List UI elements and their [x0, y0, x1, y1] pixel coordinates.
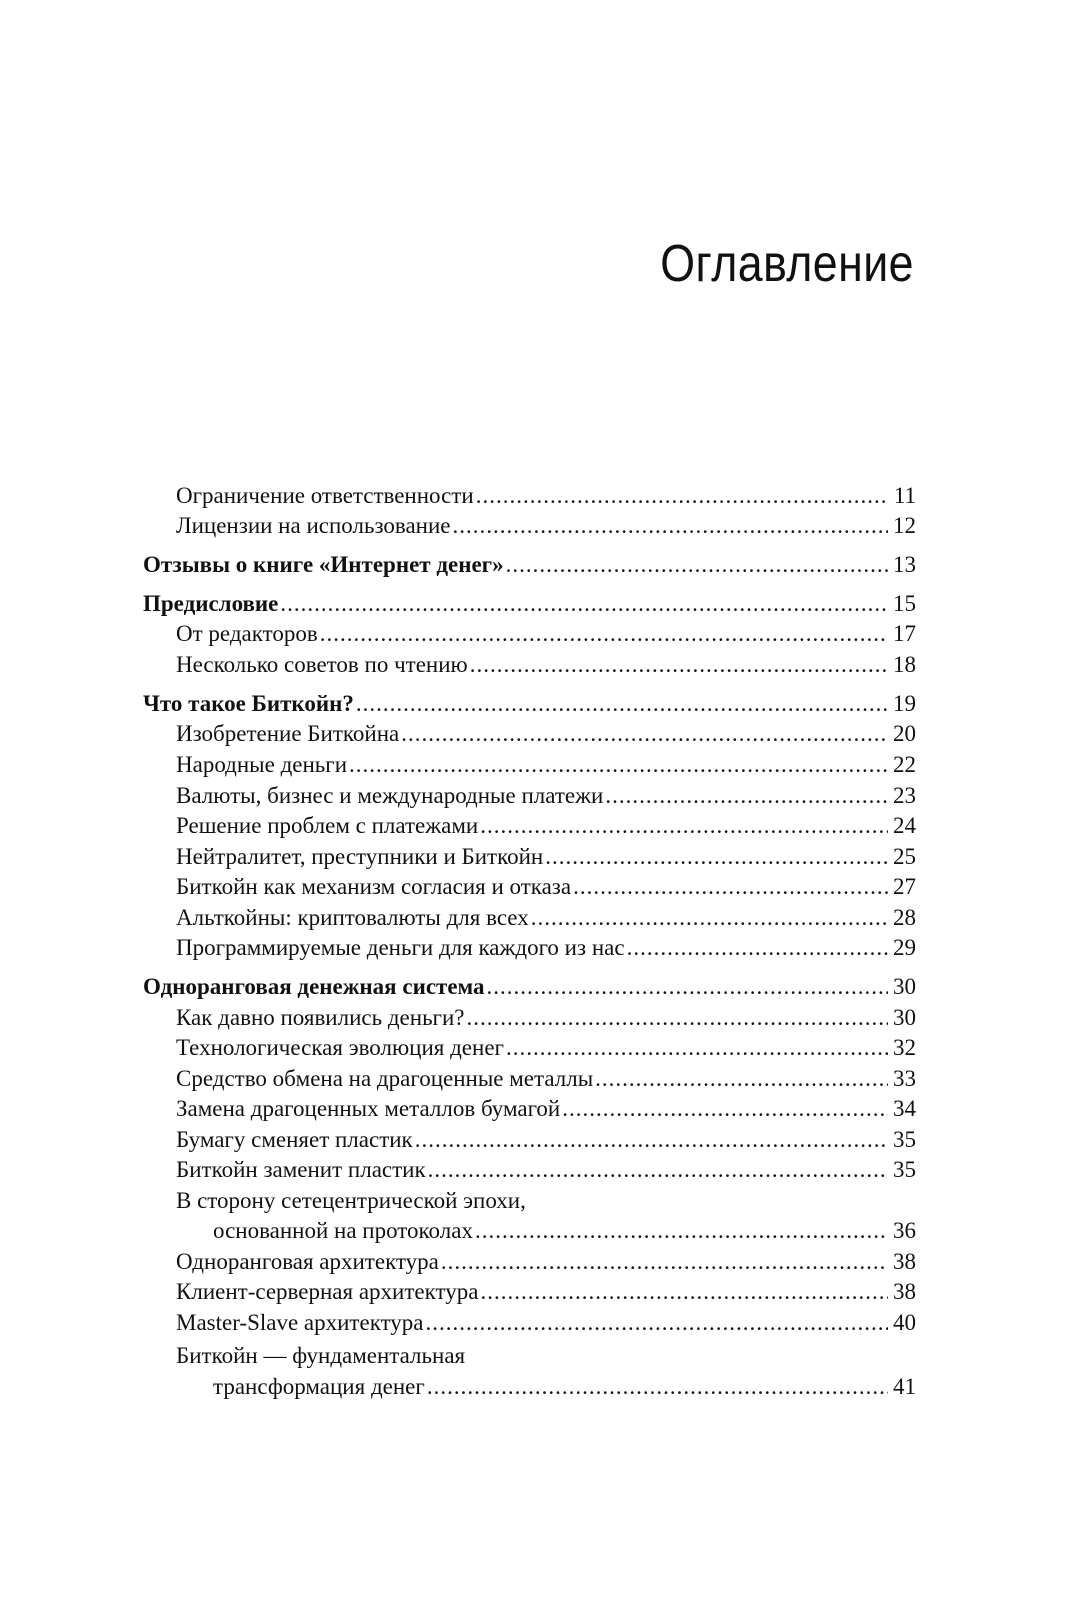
toc-page-number: 19: [893, 691, 916, 716]
toc-page-number: 29: [893, 935, 916, 960]
toc-entry-title-continuation: основанной на протоколах: [213, 1218, 473, 1243]
toc-entry-network-era[interactable]: [176, 1186, 916, 1216]
toc-page-number: 24: [893, 813, 916, 838]
toc-page-number: 38: [893, 1249, 916, 1274]
toc-entry-neutrality[interactable]: [176, 842, 916, 872]
dot-leader: [605, 781, 888, 811]
toc-page-number: 27: [893, 874, 916, 899]
toc-entry-title: Биткойн как механизм согласия и отказа: [176, 874, 572, 899]
toc-entry-title: Клиент-серверная архитектура: [176, 1279, 479, 1304]
toc-entry-title: Изобретение Биткойна: [176, 721, 400, 746]
toc-entry-title: Технологическая эволюция денег: [176, 1035, 504, 1060]
dot-leader: [320, 619, 888, 649]
toc-entry-title: Одноранговая архитектура: [176, 1249, 439, 1274]
toc-page-number: 15: [893, 591, 916, 616]
toc-page-number: 32: [893, 1035, 916, 1060]
toc-page-number: 25: [893, 844, 916, 869]
dot-leader: [470, 650, 888, 680]
dot-leader: [427, 1372, 888, 1402]
toc-entry-title: Программируемые деньги для каждого из нас: [176, 935, 625, 960]
toc-page-number: 13: [893, 552, 916, 577]
toc-entry-invention[interactable]: [176, 719, 916, 749]
dot-leader: [562, 1094, 888, 1124]
dot-leader: [280, 589, 888, 619]
toc-section-title: Отзывы о книге «Интернет денег»: [143, 552, 504, 577]
toc-page-number: 17: [893, 621, 916, 646]
toc-page-number: 30: [893, 1005, 916, 1030]
toc-entry-transformation-cont[interactable]: [213, 1372, 916, 1402]
dot-leader: [428, 1155, 888, 1185]
toc-entry-plastic[interactable]: [176, 1125, 916, 1155]
toc-entry-client-server[interactable]: [176, 1277, 916, 1307]
toc-page-number: 33: [893, 1066, 916, 1091]
toc-page-number: 20: [893, 721, 916, 746]
toc-entry-title: Бумагу сменяет пластик: [176, 1127, 413, 1152]
toc-page-number: 22: [893, 752, 916, 777]
toc-entry-precious-metals[interactable]: [176, 1064, 916, 1094]
dot-leader: [531, 903, 888, 933]
dot-leader: [595, 1064, 888, 1094]
dot-leader: [441, 1247, 888, 1277]
toc-section-p2p-money[interactable]: [143, 972, 916, 1002]
toc-entry-title: Нейтралитет, преступники и Биткойн: [176, 844, 544, 869]
toc-entry-p2p-architecture[interactable]: [176, 1247, 916, 1277]
dot-leader: [415, 1125, 888, 1155]
toc-entry-title: Ограничение ответственности: [176, 483, 474, 508]
toc-entry-licenses[interactable]: [176, 511, 916, 541]
toc-entry-title: Лицензии на использование: [176, 513, 451, 538]
toc-page-number: 12: [893, 513, 916, 538]
toc-page-number: 40: [893, 1310, 916, 1335]
toc-page-number: 35: [893, 1157, 916, 1182]
toc-page-number: 18: [893, 652, 916, 677]
toc-entry-title: Master-Slave архитектура: [176, 1310, 424, 1335]
dot-leader: [356, 689, 888, 719]
dot-leader: [627, 933, 888, 963]
toc-entry-peoples-money[interactable]: [176, 750, 916, 780]
dot-leader: [506, 550, 888, 580]
dot-leader: [545, 842, 888, 872]
toc-entry-title: Несколько советов по чтению: [176, 652, 468, 677]
dot-leader: [506, 1033, 888, 1063]
toc-section-what-is-bitcoin[interactable]: [143, 689, 916, 719]
toc-entry-title: Альткойны: криптовалюты для всех: [176, 905, 529, 930]
toc-page-number: 23: [893, 783, 916, 808]
toc-section-preface[interactable]: [143, 589, 916, 619]
toc-entry-title: Как давно появились деньги?: [176, 1005, 465, 1030]
toc-page-number: 28: [893, 905, 916, 930]
toc-entry-money-origin[interactable]: [176, 1003, 916, 1033]
toc-page-number: 30: [893, 974, 916, 999]
toc-page-number: 35: [893, 1127, 916, 1152]
toc-entry-master-slave[interactable]: [176, 1308, 916, 1338]
toc-entry-title-continuation: трансформация денег: [213, 1374, 425, 1399]
toc-entry-disclaimer[interactable]: [176, 481, 916, 511]
dot-leader: [487, 972, 888, 1002]
dot-leader: [452, 511, 888, 541]
toc-entry-paper-replacement[interactable]: [176, 1094, 916, 1124]
dot-leader: [467, 1003, 888, 1033]
toc-entry-programmable-money[interactable]: [176, 933, 916, 963]
dot-leader: [480, 811, 888, 841]
toc-entry-network-era-cont[interactable]: [213, 1216, 916, 1246]
dot-leader: [426, 1308, 888, 1338]
toc-entry-title: В сторону сетецентрической эпохи,: [176, 1188, 526, 1213]
toc-page-number: 41: [893, 1374, 916, 1399]
toc-entry-bitcoin-replaces-plastic[interactable]: [176, 1155, 916, 1185]
toc-entry-title: От редакторов: [176, 621, 318, 646]
toc-entry-currencies[interactable]: [176, 781, 916, 811]
dot-leader: [475, 1216, 888, 1246]
dot-leader: [573, 872, 888, 902]
toc-section-title: Что такое Биткойн?: [143, 691, 354, 716]
toc-page-number: 36: [893, 1218, 916, 1243]
toc-entry-consent[interactable]: [176, 872, 916, 902]
toc-entry-title: Валюты, бизнес и международные платежи: [176, 783, 604, 808]
toc-entry-title: Решение проблем с платежами: [176, 813, 479, 838]
toc-entry-title: Замена драгоценных металлов бумагой: [176, 1096, 561, 1121]
toc-entry-payment-problems[interactable]: [176, 811, 916, 841]
toc-entry-tech-evolution[interactable]: [176, 1033, 916, 1063]
page-title: Оглавление: [660, 235, 914, 293]
toc-entry-title: Биткойн заменит пластик: [176, 1157, 426, 1182]
toc-section-title: Одноранговая денежная система: [143, 974, 485, 999]
dot-leader: [476, 481, 888, 511]
toc-page-number: 11: [893, 483, 916, 508]
table-of-contents: [143, 0, 916, 1600]
toc-entry-reading-tips[interactable]: [176, 650, 916, 680]
toc-entry-transformation[interactable]: [176, 1341, 916, 1371]
toc-entry-title: Биткойн — фундаментальная: [176, 1343, 466, 1368]
dot-leader: [349, 750, 888, 780]
toc-entry-altcoins[interactable]: [176, 903, 916, 933]
toc-entry-title: Средство обмена на драгоценные металлы: [176, 1066, 594, 1091]
toc-entry-title: Народные деньги: [176, 752, 348, 777]
toc-page-number: 34: [893, 1096, 916, 1121]
toc-section-reviews[interactable]: [143, 550, 916, 580]
toc-entry-editors[interactable]: [176, 619, 916, 649]
toc-section-title: Предисловие: [143, 591, 279, 616]
toc-page-number: 38: [893, 1279, 916, 1304]
dot-leader: [480, 1277, 888, 1307]
dot-leader: [401, 719, 888, 749]
